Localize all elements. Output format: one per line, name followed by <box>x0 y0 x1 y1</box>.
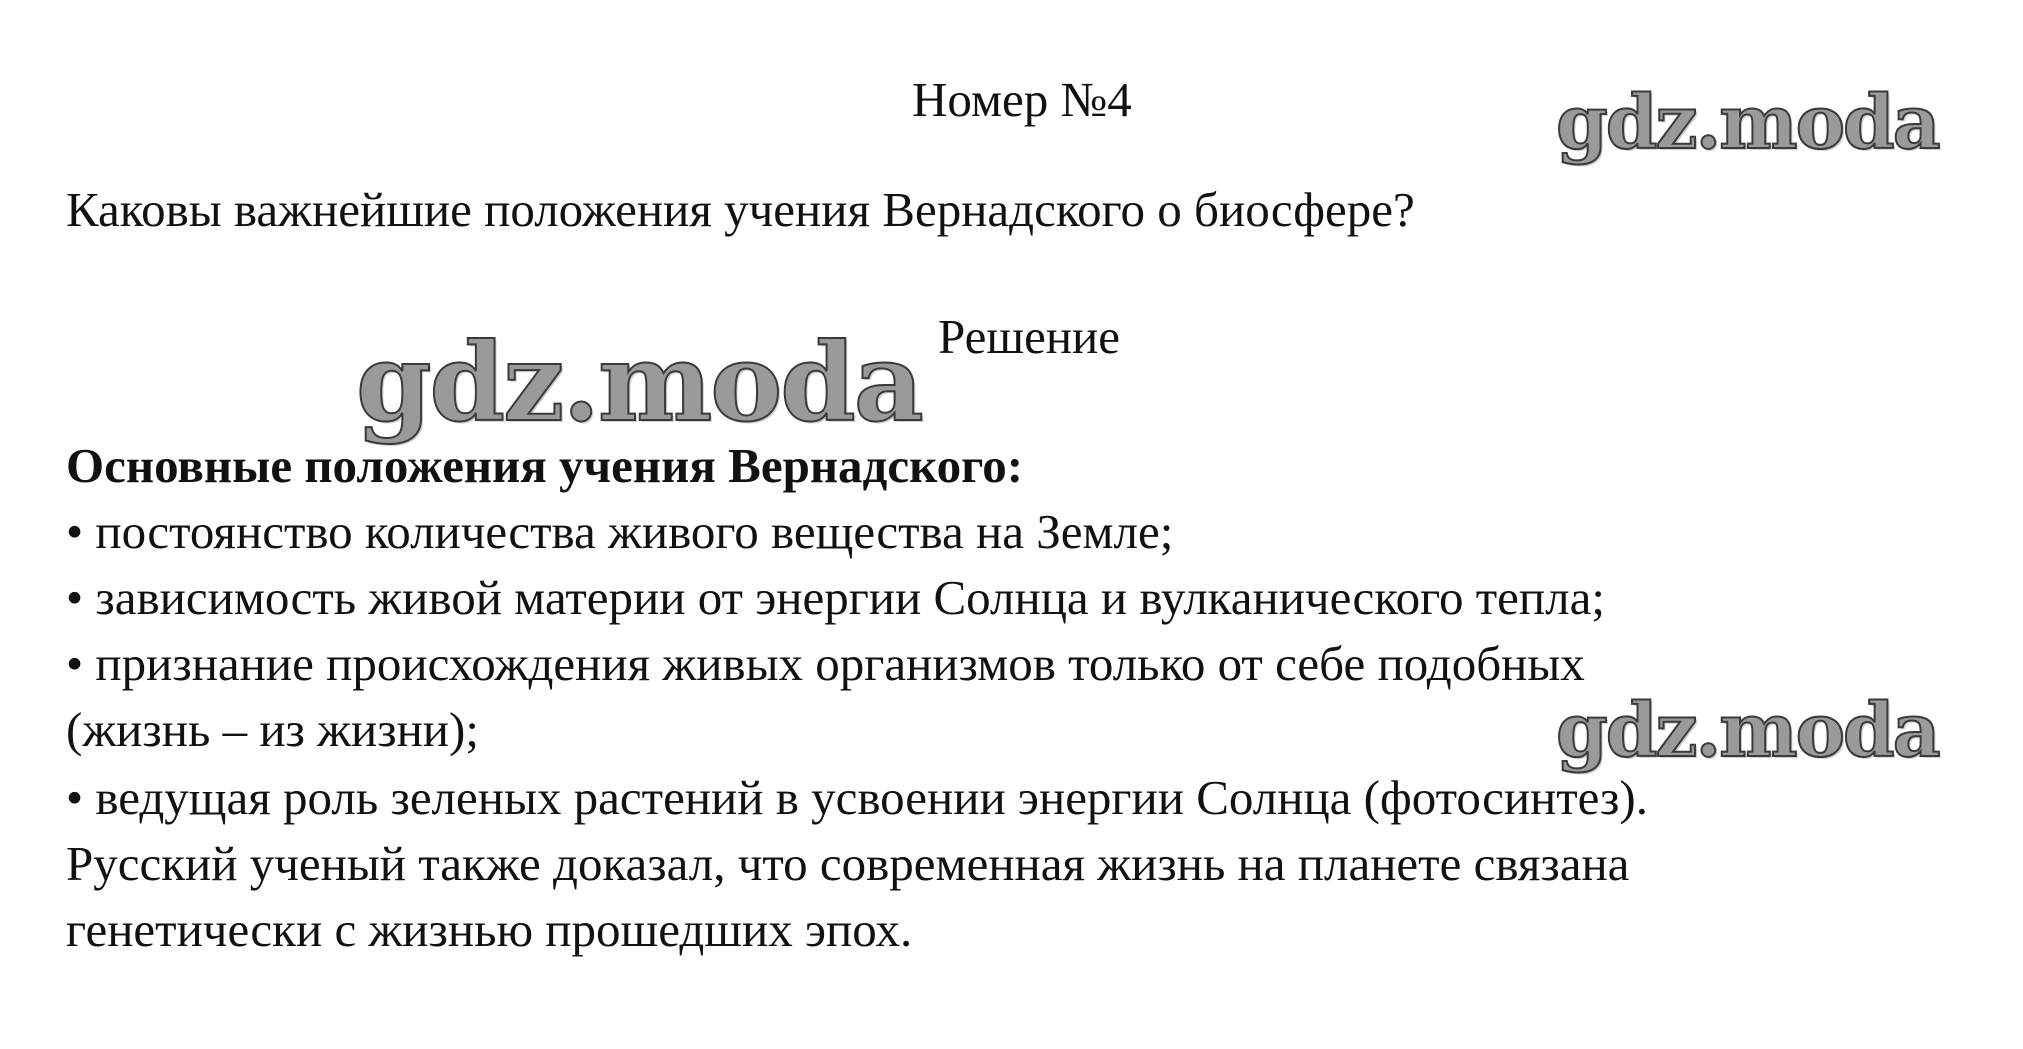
watermark-logo-middle: gdz.moda <box>356 320 922 446</box>
solution-heading: Основные положения учения Вернадского: <box>66 438 1024 493</box>
page-title: Номер №4 <box>912 72 1132 127</box>
solution-line: • признание происхождения живых организмов только от себе подобных <box>66 636 1585 691</box>
solution-line: • зависимость живой материи от энергии Солнца и вулканического тепла; <box>66 570 1605 625</box>
solution-line: генетически с жизнью прошедших эпох. <box>66 902 913 957</box>
solution-line: Русский ученый также доказал, что современная жизнь на планете связана <box>66 836 1630 891</box>
question-text: Каковы важнейшие положения учения Вернадского о биосфере? <box>66 182 1415 237</box>
solution-line: (жизнь – из жизни); <box>66 702 479 757</box>
watermark-logo-top: gdz.moda <box>1556 80 1939 166</box>
solution-line: • ведущая роль зеленых растений в усвоении энергии Солнца (фотосинтез). <box>66 770 1648 825</box>
solution-line: • постоянство количества живого вещества на Земле; <box>66 504 1174 559</box>
watermark-logo-bottom: gdz.moda <box>1556 688 1939 774</box>
solution-label: Решение <box>938 309 1121 364</box>
